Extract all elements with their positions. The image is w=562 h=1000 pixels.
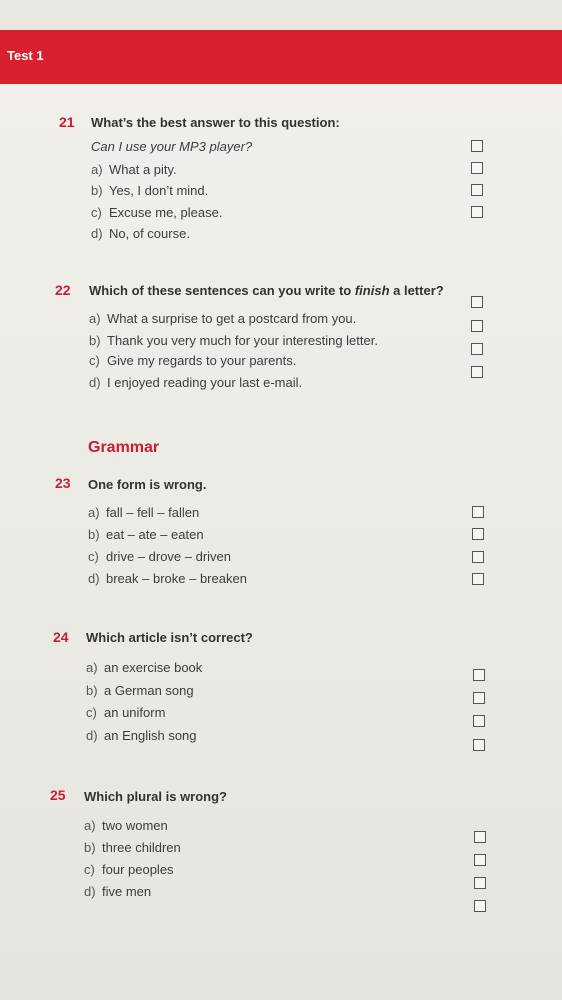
option-letter: b) bbox=[88, 527, 100, 542]
answer-checkbox-b[interactable] bbox=[473, 692, 485, 704]
test-label: Test 1 bbox=[7, 48, 44, 63]
option-letter: a) bbox=[91, 162, 103, 177]
option-c bbox=[89, 353, 296, 368]
option-text: fall – fell – fallen bbox=[106, 505, 200, 520]
answer-checkbox-a[interactable] bbox=[473, 669, 485, 681]
answer-checkbox-c[interactable] bbox=[474, 877, 486, 889]
question-title: What’s the best answer to this question: bbox=[91, 115, 340, 130]
option-d bbox=[91, 226, 190, 241]
option-c bbox=[84, 862, 174, 877]
option-letter: c) bbox=[86, 705, 97, 720]
question-number: 25 bbox=[50, 787, 66, 803]
option-letter: c) bbox=[84, 862, 95, 877]
question-prompt: Can I use your MP3 player? bbox=[91, 139, 253, 154]
option-text: Yes, I don’t mind. bbox=[109, 183, 209, 198]
question-number: 21 bbox=[59, 114, 75, 130]
option-text: What a surprise to get a postcard from you. bbox=[107, 311, 357, 326]
option-b bbox=[84, 840, 181, 855]
option-text: eat – ate – eaten bbox=[106, 527, 204, 542]
option-d bbox=[89, 375, 302, 390]
title-emphasis: finish bbox=[354, 283, 390, 298]
option-letter: b) bbox=[89, 333, 101, 348]
option-text: Excuse me, please. bbox=[109, 205, 223, 220]
question-title bbox=[89, 283, 444, 298]
option-letter: c) bbox=[89, 353, 100, 368]
option-a bbox=[88, 505, 199, 520]
option-text: four peoples bbox=[102, 862, 174, 877]
option-letter: b) bbox=[84, 840, 96, 855]
section-title-grammar: Grammar bbox=[88, 439, 160, 456]
answer-checkbox-b[interactable] bbox=[471, 162, 483, 174]
option-c bbox=[88, 549, 231, 564]
option-letter: d) bbox=[89, 375, 101, 390]
answer-checkbox-d[interactable] bbox=[471, 366, 483, 378]
option-letter: a) bbox=[84, 818, 96, 833]
option-text: Thank you very much for your interesting letter. bbox=[107, 333, 378, 348]
question-title: One form is wrong. bbox=[88, 477, 207, 492]
option-letter: b) bbox=[91, 183, 103, 198]
answer-checkbox-c[interactable] bbox=[473, 715, 485, 727]
option-c bbox=[86, 705, 165, 720]
option-b bbox=[91, 183, 208, 198]
option-b bbox=[88, 527, 204, 542]
option-text: three children bbox=[102, 840, 181, 855]
option-b bbox=[86, 683, 194, 698]
answer-checkbox-d[interactable] bbox=[474, 900, 486, 912]
option-letter: d) bbox=[88, 571, 100, 586]
answer-checkbox-c[interactable] bbox=[472, 551, 484, 563]
option-b bbox=[89, 333, 378, 348]
option-a bbox=[89, 311, 356, 326]
option-letter: d) bbox=[91, 226, 103, 241]
option-text: break – broke – breaken bbox=[106, 571, 247, 586]
option-d bbox=[84, 884, 151, 899]
title-part: a letter? bbox=[389, 283, 444, 298]
option-letter: b) bbox=[86, 683, 98, 698]
option-text: drive – drove – driven bbox=[106, 549, 232, 564]
option-letter: a) bbox=[88, 505, 100, 520]
option-d bbox=[88, 571, 247, 586]
option-text: What a pity. bbox=[109, 162, 177, 177]
option-letter: d) bbox=[86, 728, 98, 743]
option-a bbox=[84, 818, 168, 833]
question-title: Which plural is wrong? bbox=[84, 789, 227, 804]
answer-checkbox-b[interactable] bbox=[474, 854, 486, 866]
answer-checkbox-a[interactable] bbox=[471, 140, 483, 152]
answer-checkbox-d[interactable] bbox=[472, 573, 484, 585]
option-text: I enjoyed reading your last e-mail. bbox=[107, 375, 303, 390]
option-letter: c) bbox=[88, 549, 99, 564]
title-part: Which of these sentences can you write to bbox=[89, 283, 355, 298]
option-text: two women bbox=[102, 818, 168, 833]
answer-checkbox-d[interactable] bbox=[473, 739, 485, 751]
option-a bbox=[91, 162, 177, 177]
answer-checkbox-a[interactable] bbox=[471, 296, 483, 308]
question-number: 22 bbox=[55, 282, 71, 298]
answer-checkbox-c[interactable] bbox=[471, 184, 483, 196]
option-text: an exercise book bbox=[104, 660, 203, 675]
answer-checkbox-a[interactable] bbox=[472, 506, 484, 518]
question-number: 24 bbox=[53, 629, 69, 645]
option-letter: a) bbox=[89, 311, 101, 326]
option-d bbox=[86, 728, 197, 743]
answer-checkbox-b[interactable] bbox=[471, 320, 483, 332]
option-text: a German song bbox=[104, 683, 194, 698]
answer-checkbox-c[interactable] bbox=[471, 343, 483, 355]
question-number: 23 bbox=[55, 475, 71, 491]
option-letter: c) bbox=[91, 205, 102, 220]
answer-checkbox-d[interactable] bbox=[471, 206, 483, 218]
answer-checkbox-a[interactable] bbox=[474, 831, 486, 843]
option-text: five men bbox=[102, 884, 152, 899]
option-text: an uniform bbox=[104, 705, 166, 720]
option-letter: d) bbox=[84, 884, 96, 899]
answer-checkbox-b[interactable] bbox=[472, 528, 484, 540]
header-banner bbox=[0, 30, 562, 84]
option-text: Give my regards to your parents. bbox=[107, 353, 297, 368]
option-c bbox=[91, 205, 222, 220]
option-letter: a) bbox=[86, 660, 98, 675]
option-text: an English song bbox=[104, 728, 197, 743]
question-title: Which article isn’t correct? bbox=[86, 630, 253, 645]
option-a bbox=[86, 660, 202, 675]
option-text: No, of course. bbox=[109, 226, 190, 241]
